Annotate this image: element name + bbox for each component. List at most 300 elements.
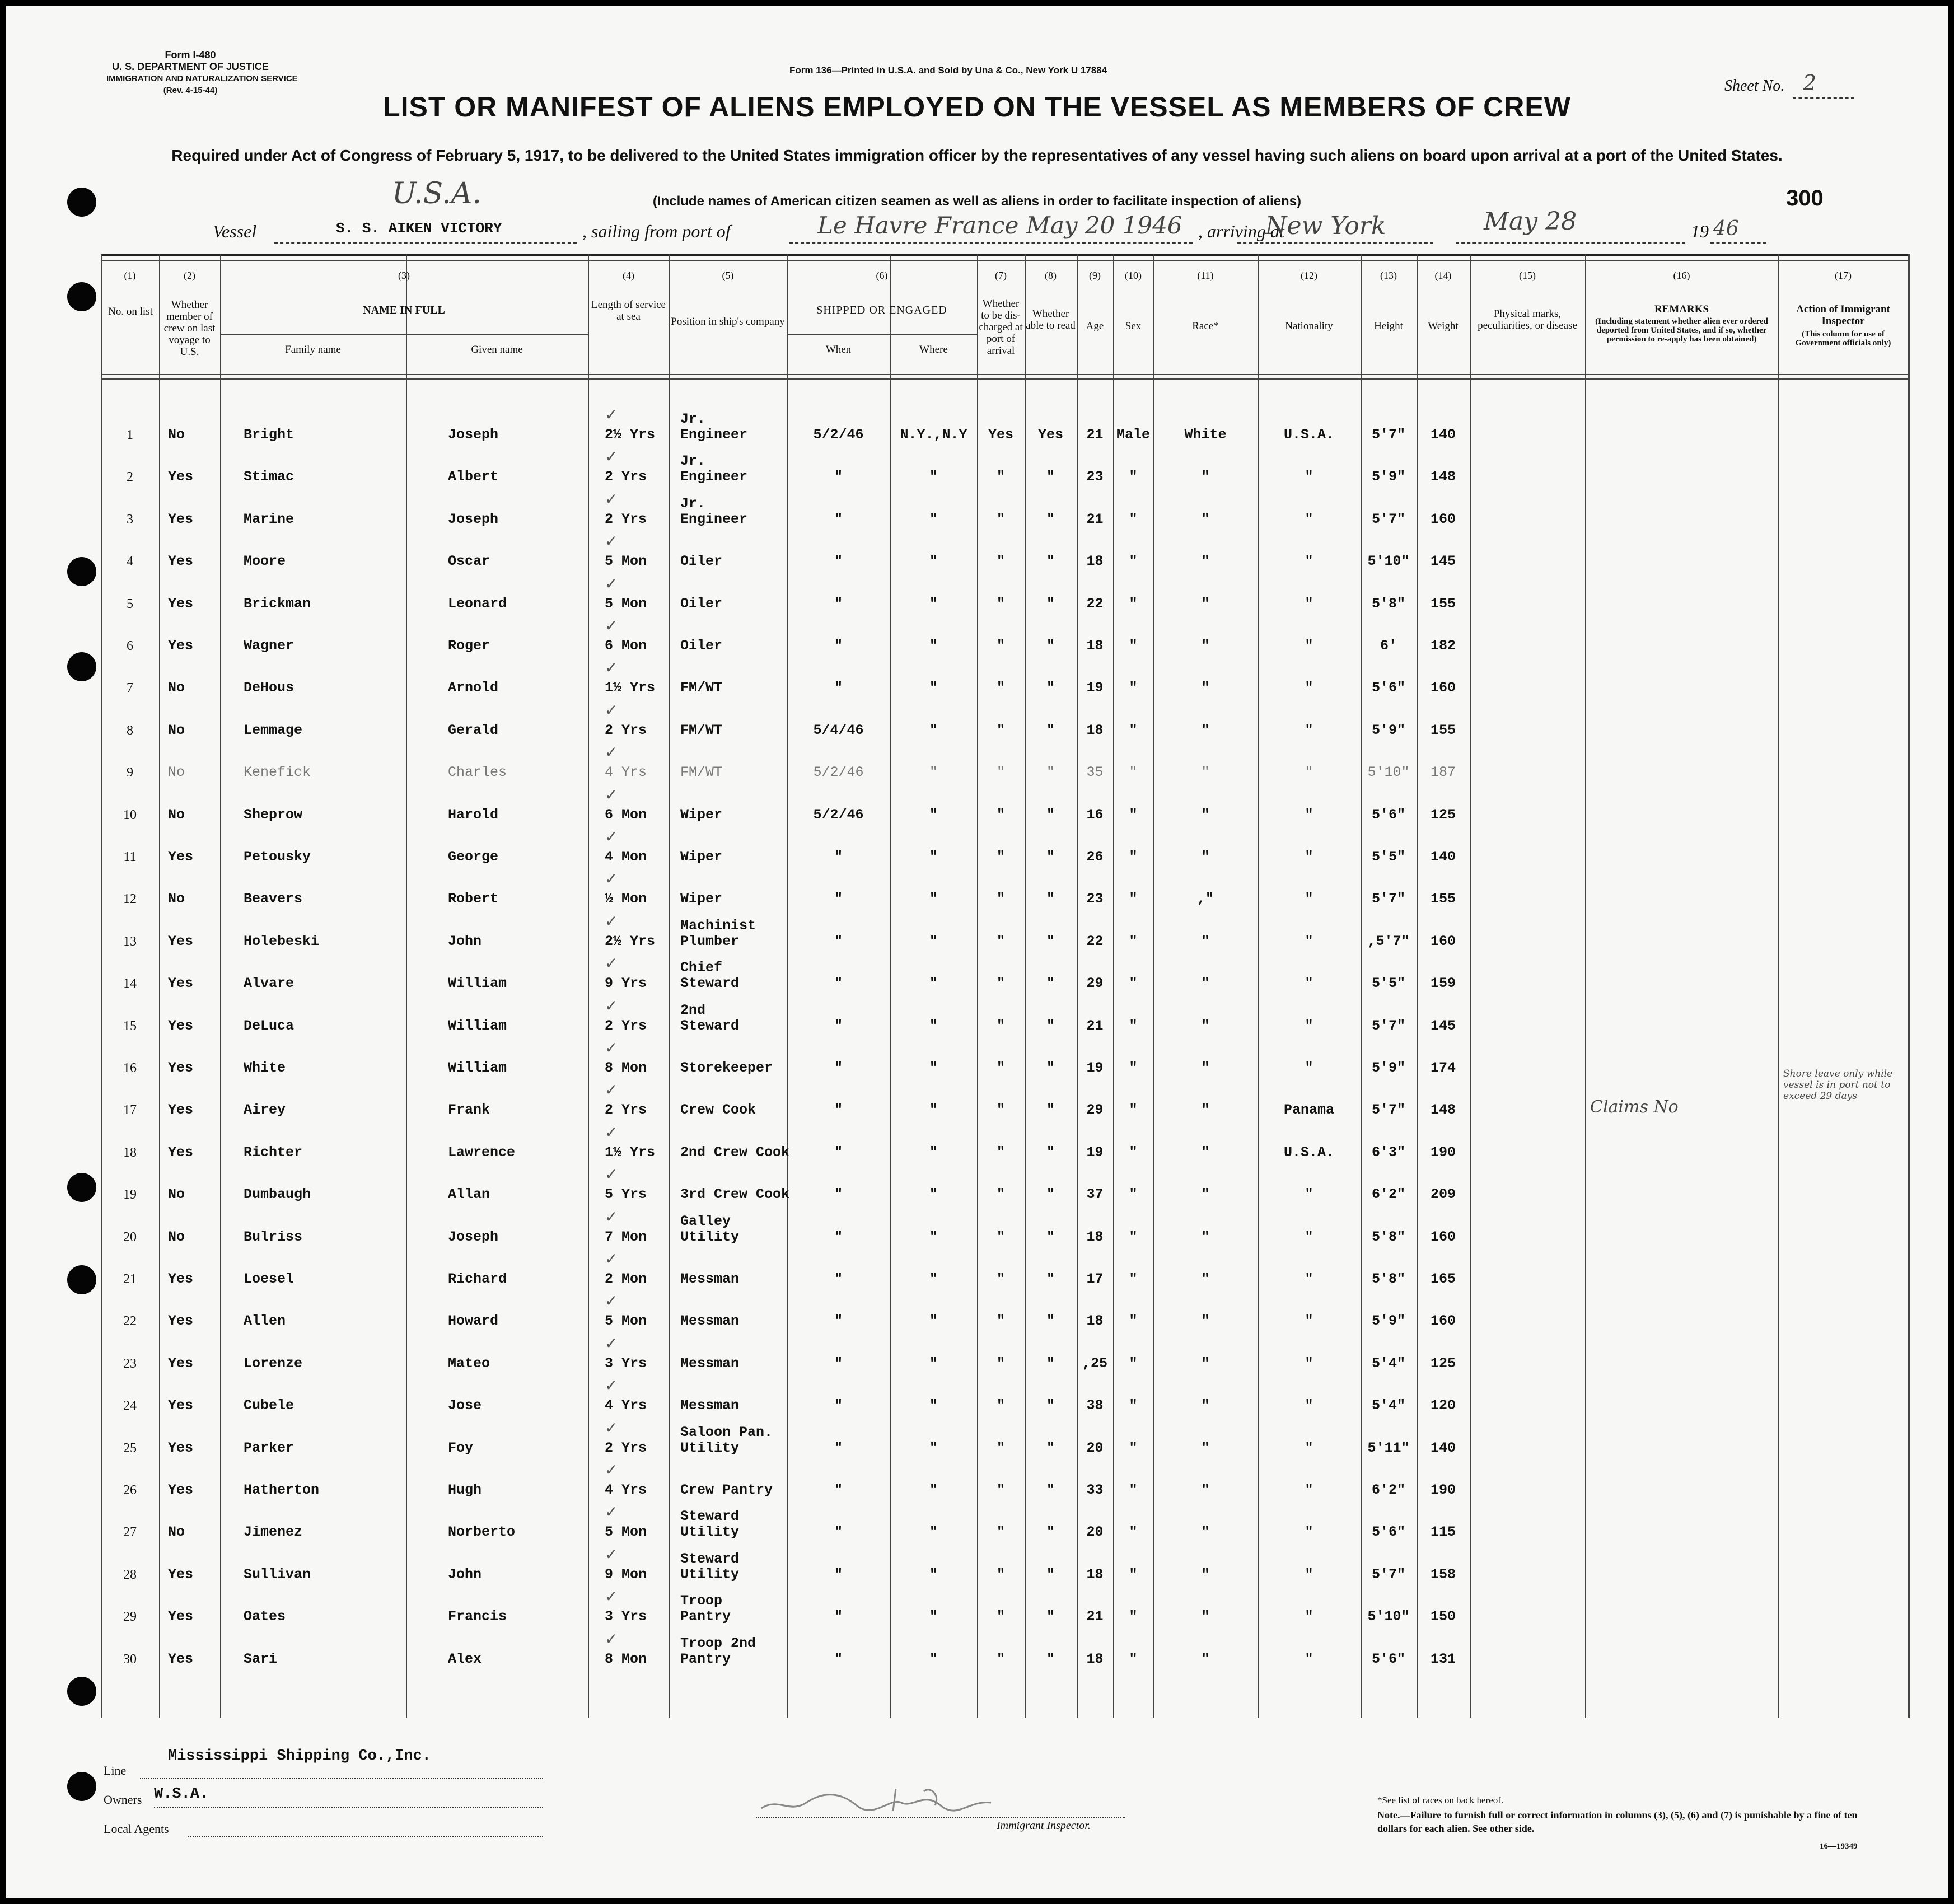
family-name: Loesel: [244, 1271, 294, 1287]
given-name: Roger: [448, 638, 490, 654]
family-name: Hatherton: [244, 1482, 320, 1498]
length-of-service: 5 Mon: [605, 1313, 647, 1330]
discharged: ": [996, 1355, 1005, 1372]
able-to-read: ": [1046, 1313, 1055, 1330]
check-mark-icon: ✓: [605, 954, 618, 973]
age: 23: [1086, 891, 1104, 907]
row-number: 28: [123, 1567, 137, 1582]
race: ": [1201, 1482, 1210, 1498]
crew-last-voyage: Yes: [168, 1017, 194, 1034]
race: ": [1201, 1397, 1210, 1414]
race: ": [1201, 511, 1210, 527]
nationality: ": [1305, 1566, 1313, 1583]
position: Oiler: [680, 553, 723, 570]
nationality: ": [1305, 975, 1313, 992]
able-to-read: ": [1046, 764, 1055, 781]
height: 5'10": [1367, 553, 1410, 570]
age: 18: [1086, 722, 1104, 738]
discharged: ": [996, 1102, 1005, 1119]
position-line-1: Galley: [680, 1213, 731, 1229]
position: FM/WT: [680, 680, 723, 696]
shipped-where: ": [929, 1650, 938, 1667]
age: 33: [1086, 1482, 1104, 1498]
shipped-where: ": [929, 1608, 938, 1625]
shipped-where: ": [929, 891, 938, 907]
weight: 160: [1430, 680, 1456, 696]
family-name: Holebeski: [244, 933, 320, 949]
crew-last-voyage: No: [168, 1228, 185, 1245]
height: 5'4": [1371, 1397, 1405, 1414]
age: 18: [1086, 1650, 1104, 1667]
nationality: ": [1305, 469, 1313, 485]
discharged: ": [996, 638, 1005, 654]
race: ": [1201, 1017, 1210, 1034]
position: 2nd Crew Cook: [680, 1144, 790, 1161]
row-number: 22: [123, 1314, 137, 1329]
shipped-where: ": [929, 680, 938, 696]
position-line-1: Chief: [680, 960, 723, 976]
row-number: 29: [123, 1610, 137, 1625]
age: 22: [1086, 933, 1104, 949]
crew-last-voyage: Yes: [168, 1144, 194, 1161]
weight: 160: [1430, 1228, 1456, 1245]
crew-last-voyage: Yes: [168, 849, 194, 865]
height: 5'7": [1371, 1017, 1405, 1034]
length-of-service: 5 Mon: [605, 1524, 647, 1541]
shipped-when: ": [834, 1397, 843, 1414]
nationality: ": [1305, 511, 1313, 527]
height: 5'7": [1371, 511, 1405, 527]
remark-handwritten: Claims No: [1590, 1097, 1679, 1117]
age: 21: [1086, 1608, 1104, 1625]
stamp-number: 300: [1786, 186, 1824, 210]
column-number: (11): [1197, 270, 1214, 281]
row-number: 26: [123, 1483, 137, 1498]
height: 5'8": [1371, 595, 1405, 612]
length-of-service: 3 Yrs: [605, 1608, 647, 1625]
sex: ": [1129, 469, 1138, 485]
row-number: 9: [127, 765, 133, 780]
department: U. S. DEPARTMENT OF JUSTICE: [112, 61, 269, 72]
column-number: (17): [1835, 270, 1852, 281]
discharged: ": [996, 1482, 1005, 1498]
sex: ": [1129, 891, 1138, 907]
shipped-where: ": [929, 849, 938, 865]
able-to-read: ": [1046, 1439, 1055, 1456]
given-name: Joseph: [448, 427, 499, 443]
age: 22: [1086, 595, 1104, 612]
family-name: Petousky: [244, 849, 311, 865]
height: 5'8": [1371, 1271, 1405, 1287]
height: 5'9": [1371, 722, 1405, 738]
crew-last-voyage: Yes: [168, 1060, 194, 1076]
check-mark-icon: ✓: [605, 700, 618, 719]
column-number: (1): [124, 270, 136, 281]
crew-last-voyage: No: [168, 764, 185, 781]
row-number: 27: [123, 1525, 137, 1540]
shipped-where: ": [929, 722, 938, 738]
family-name: Parker: [244, 1439, 294, 1456]
height: 5'6": [1371, 680, 1405, 696]
position-line-1: Machinist: [680, 917, 756, 934]
shipped-where: N.Y.,N.Y: [900, 427, 967, 443]
family-name: Alvare: [244, 975, 294, 992]
family-name: Bright: [244, 427, 294, 443]
sex: ": [1129, 1102, 1138, 1119]
able-to-read: ": [1046, 722, 1055, 738]
discharged: ": [996, 1566, 1005, 1583]
weight: 165: [1430, 1271, 1456, 1287]
discharged: ": [996, 1439, 1005, 1456]
page-title: LIST OR MANIFEST OF ALIENS EMPLOYED ON THE VESSEL AS MEMBERS OF CREW: [383, 91, 1571, 123]
nationality: ": [1305, 1313, 1313, 1330]
column-number: (14): [1434, 270, 1452, 281]
able-to-read: ": [1046, 1271, 1055, 1287]
length-of-service: 4 Yrs: [605, 1482, 647, 1498]
shipped-where: ": [929, 1017, 938, 1034]
column-number: (8): [1045, 270, 1057, 281]
nationality: ": [1305, 933, 1313, 949]
row-number: 17: [123, 1103, 137, 1118]
given-name: Harold: [448, 806, 499, 823]
check-mark-icon: ✓: [605, 1376, 618, 1395]
shipped-where: ": [929, 638, 938, 654]
race: ": [1201, 1228, 1210, 1245]
column-number: (13): [1380, 270, 1397, 281]
sex: ": [1129, 1017, 1138, 1034]
length-of-service: 5 Yrs: [605, 1186, 647, 1203]
family-name: Beavers: [244, 891, 303, 907]
weight: 148: [1430, 1102, 1456, 1119]
family-name: Kenefick: [244, 764, 311, 781]
column-number: (2): [184, 270, 195, 281]
shipped-when: ": [834, 680, 843, 696]
position: Storekeeper: [680, 1060, 773, 1076]
punch-hole: [67, 1677, 96, 1706]
crew-last-voyage: Yes: [168, 469, 194, 485]
length-of-service: 4 Yrs: [605, 1397, 647, 1414]
race: ": [1201, 680, 1210, 696]
shipped-when: ": [834, 1524, 843, 1541]
check-mark-icon: ✓: [605, 1334, 618, 1353]
inspector-signature: [756, 1780, 1002, 1819]
sex: ": [1129, 1439, 1138, 1456]
sheet-number: 2: [1803, 71, 1817, 95]
weight: 160: [1430, 933, 1456, 949]
shipped-where: ": [929, 1524, 938, 1541]
header-nationality: Nationality: [1285, 320, 1333, 332]
header-inspector-sub: (This column for use of Government officials only): [1795, 330, 1891, 348]
row-number: 7: [127, 681, 133, 696]
position-line-1: Jr.: [680, 411, 706, 427]
sex: ": [1129, 638, 1138, 654]
weight: 140: [1430, 1439, 1456, 1456]
height: 5'9": [1371, 1060, 1405, 1076]
shipped-when: ": [834, 469, 843, 485]
length-of-service: ½ Mon: [605, 891, 647, 907]
crew-last-voyage: Yes: [168, 975, 194, 992]
sex: ": [1129, 595, 1138, 612]
length-of-service: 8 Mon: [605, 1060, 647, 1076]
position: Messman: [680, 1355, 740, 1372]
check-mark-icon: ✓: [605, 1250, 618, 1268]
requirement-text: Required under Act of Congress of February 5, 1917, to be delivered to the United States immigration officer by the representatives of any vessel having such aliens on board upon arrival at a port of the United States.: [171, 147, 1783, 164]
crew-last-voyage: Yes: [168, 1102, 194, 1119]
age: 21: [1086, 511, 1104, 527]
shipped-where: ": [929, 1228, 938, 1245]
check-mark-icon: ✓: [605, 1165, 618, 1184]
crew-last-voyage: Yes: [168, 1313, 194, 1330]
crew-last-voyage: Yes: [168, 1566, 194, 1583]
header-length-service: Length of service at sea: [591, 299, 666, 322]
row-number: 19: [123, 1187, 137, 1203]
arriving-label: , arriving at: [1198, 221, 1284, 241]
age: 16: [1086, 806, 1104, 823]
row-number: 2: [127, 470, 133, 485]
year-suffix: 46: [1713, 217, 1739, 240]
length-of-service: 8 Mon: [605, 1650, 647, 1667]
discharged: ": [996, 722, 1005, 738]
position: Utility: [680, 1524, 740, 1541]
able-to-read: ": [1046, 1566, 1055, 1583]
age: 26: [1086, 849, 1104, 865]
given-name: William: [448, 1017, 507, 1034]
race: ": [1201, 638, 1210, 654]
position: Engineer: [680, 469, 748, 485]
row-number: 10: [123, 807, 137, 822]
crew-last-voyage: Yes: [168, 595, 194, 612]
row-number: 15: [123, 1018, 137, 1033]
sheet-number-label: Sheet No.: [1724, 77, 1785, 95]
crew-last-voyage: No: [168, 1186, 185, 1203]
revision: (Rev. 4-15-44): [163, 86, 218, 95]
vessel-label: Vessel: [213, 221, 257, 241]
nationality: ": [1305, 1608, 1313, 1625]
sex: ": [1129, 1482, 1138, 1498]
shipped-where: ": [929, 469, 938, 485]
crew-last-voyage: Yes: [168, 1482, 194, 1498]
weight: 190: [1430, 1482, 1456, 1498]
length-of-service: 2 Yrs: [605, 1017, 647, 1034]
able-to-read: ": [1046, 1482, 1055, 1498]
check-mark-icon: ✓: [605, 785, 618, 804]
weight: 159: [1430, 975, 1456, 992]
given-name: Francis: [448, 1608, 507, 1625]
given-name: Hugh: [448, 1482, 482, 1498]
nationality: ": [1305, 1017, 1313, 1034]
position: Messman: [680, 1313, 740, 1330]
race: White: [1184, 427, 1227, 443]
race: ": [1201, 469, 1210, 485]
position: Utility: [680, 1439, 740, 1456]
column-number: (5): [722, 270, 734, 281]
height: 5'5": [1371, 849, 1405, 865]
row-number: 12: [123, 892, 137, 907]
discharged: ": [996, 1313, 1005, 1330]
weight: 155: [1430, 891, 1456, 907]
given-name: Leonard: [448, 595, 507, 612]
age: 23: [1086, 469, 1104, 485]
sex: ": [1129, 553, 1138, 570]
shipped-when: ": [834, 1144, 843, 1161]
length-of-service: 2 Yrs: [605, 511, 647, 527]
length-of-service: 7 Mon: [605, 1228, 647, 1245]
family-name: Lorenze: [244, 1355, 303, 1372]
shipped-where: ": [929, 1102, 938, 1119]
race: ": [1201, 1650, 1210, 1667]
discharged: ": [996, 891, 1005, 907]
position: Crew Cook: [680, 1102, 756, 1119]
position: Utility: [680, 1566, 740, 1583]
row-number: 30: [123, 1652, 137, 1667]
shipped-when: ": [834, 1650, 843, 1667]
race: ": [1201, 1439, 1210, 1456]
shipped-where: ": [929, 933, 938, 949]
weight: 131: [1430, 1650, 1456, 1667]
family-name: Richter: [244, 1144, 303, 1161]
able-to-read: ": [1046, 1060, 1055, 1076]
able-to-read: ": [1046, 933, 1055, 949]
shipped-when: ": [834, 511, 843, 527]
header-given-name: Given name: [471, 344, 523, 355]
include-note: (Include names of American citizen seamen as well as aliens in order to facilitate inspection of aliens): [652, 194, 1302, 209]
column-number: (3): [398, 270, 410, 281]
able-to-read: ": [1046, 469, 1055, 485]
weight: 125: [1430, 806, 1456, 823]
sex: ": [1129, 680, 1138, 696]
height: 5'7": [1371, 1102, 1405, 1119]
given-name: Albert: [448, 469, 499, 485]
race: ": [1201, 1608, 1210, 1625]
age: 18: [1086, 638, 1104, 654]
shipped-when: ": [834, 1186, 843, 1203]
header-shipped-engaged: SHIPPED OR ENGAGED: [816, 304, 947, 316]
age: 21: [1086, 1017, 1104, 1034]
weight: 182: [1430, 638, 1456, 654]
age: 19: [1086, 1144, 1104, 1161]
vessel-name: S. S. AIKEN VICTORY: [336, 220, 502, 237]
discharged: ": [996, 1060, 1005, 1076]
able-to-read: ": [1046, 806, 1055, 823]
shipped-when: ": [834, 1355, 843, 1372]
able-to-read: ": [1046, 975, 1055, 992]
race: ": [1201, 933, 1210, 949]
row-number: 3: [127, 512, 133, 527]
given-name: William: [448, 1060, 507, 1076]
crew-last-voyage: Yes: [168, 553, 194, 570]
nationality: ": [1305, 722, 1313, 738]
sex: ": [1129, 1397, 1138, 1414]
row-number: 21: [123, 1272, 137, 1287]
shipped-when: 5/2/46: [813, 427, 864, 443]
race: ": [1201, 1144, 1210, 1161]
country-handwritten: U.S.A.: [392, 177, 482, 210]
discharged: ": [996, 1608, 1005, 1625]
column-number: (16): [1673, 270, 1690, 281]
column-number: (7): [995, 270, 1007, 281]
age: 29: [1086, 1102, 1104, 1119]
shipped-where: ": [929, 1144, 938, 1161]
weight: 145: [1430, 1017, 1456, 1034]
weight: 125: [1430, 1355, 1456, 1372]
nationality: ": [1305, 806, 1313, 823]
nationality: ": [1305, 1271, 1313, 1287]
shipped-where: ": [929, 511, 938, 527]
sex: ": [1129, 806, 1138, 823]
crew-last-voyage: Yes: [168, 1355, 194, 1372]
check-mark-icon: ✓: [605, 658, 618, 677]
discharged: ": [996, 764, 1005, 781]
able-to-read: ": [1046, 1144, 1055, 1161]
age: 19: [1086, 1060, 1104, 1076]
discharged: ": [996, 1186, 1005, 1203]
given-name: Robert: [448, 891, 499, 907]
position: Crew Pantry: [680, 1482, 773, 1498]
length-of-service: 9 Mon: [605, 1566, 647, 1583]
able-to-read: ": [1046, 1017, 1055, 1034]
length-of-service: 2 Mon: [605, 1271, 647, 1287]
given-name: Mateo: [448, 1355, 490, 1372]
race: ": [1201, 1271, 1210, 1287]
family-name: Oates: [244, 1608, 286, 1625]
given-name: William: [448, 975, 507, 992]
race: ": [1201, 1102, 1210, 1119]
position-line-1: Jr.: [680, 453, 706, 470]
able-to-read: ": [1046, 891, 1055, 907]
family-name: Sari: [244, 1650, 278, 1667]
row-number: 11: [123, 850, 137, 864]
family-name: Cubele: [244, 1397, 294, 1414]
header-where: Where: [919, 344, 948, 355]
row-number: 23: [123, 1356, 137, 1371]
check-mark-icon: ✓: [605, 1587, 618, 1606]
able-to-read: ": [1046, 638, 1055, 654]
shipped-where: ": [929, 1186, 938, 1203]
length-of-service: 3 Yrs: [605, 1355, 647, 1372]
check-mark-icon: ✓: [605, 1629, 618, 1648]
check-mark-icon: ✓: [605, 447, 618, 466]
age: ,25: [1082, 1355, 1107, 1372]
able-to-read: ": [1046, 1524, 1055, 1541]
owners-label: Owners: [104, 1793, 142, 1807]
nationality: ": [1305, 1650, 1313, 1667]
race: ,": [1196, 891, 1214, 907]
height: 5'4": [1371, 1355, 1405, 1372]
shipped-when: ": [834, 1060, 843, 1076]
header-family-name: Family name: [285, 344, 341, 355]
nationality: ": [1305, 553, 1313, 570]
given-name: Gerald: [448, 722, 499, 738]
length-of-service: 5 Mon: [605, 553, 647, 570]
height: 5'7": [1371, 891, 1405, 907]
nationality: U.S.A.: [1283, 427, 1334, 443]
position: Utility: [680, 1228, 740, 1245]
able-to-read: ": [1046, 849, 1055, 865]
column-number: (15): [1519, 270, 1536, 281]
family-name: Sullivan: [244, 1566, 311, 1583]
shipped-when: ": [834, 1228, 843, 1245]
family-name: Lemmage: [244, 722, 303, 738]
age: 19: [1086, 680, 1104, 696]
line-value: Mississippi Shipping Co.,Inc.: [168, 1748, 431, 1765]
given-name: John: [448, 933, 482, 949]
age: 38: [1086, 1397, 1104, 1414]
weight: 155: [1430, 722, 1456, 738]
position: Wiper: [680, 849, 723, 865]
length-of-service: 1½ Yrs: [605, 680, 656, 696]
given-name: Oscar: [448, 553, 490, 570]
nationality: ": [1305, 1397, 1313, 1414]
